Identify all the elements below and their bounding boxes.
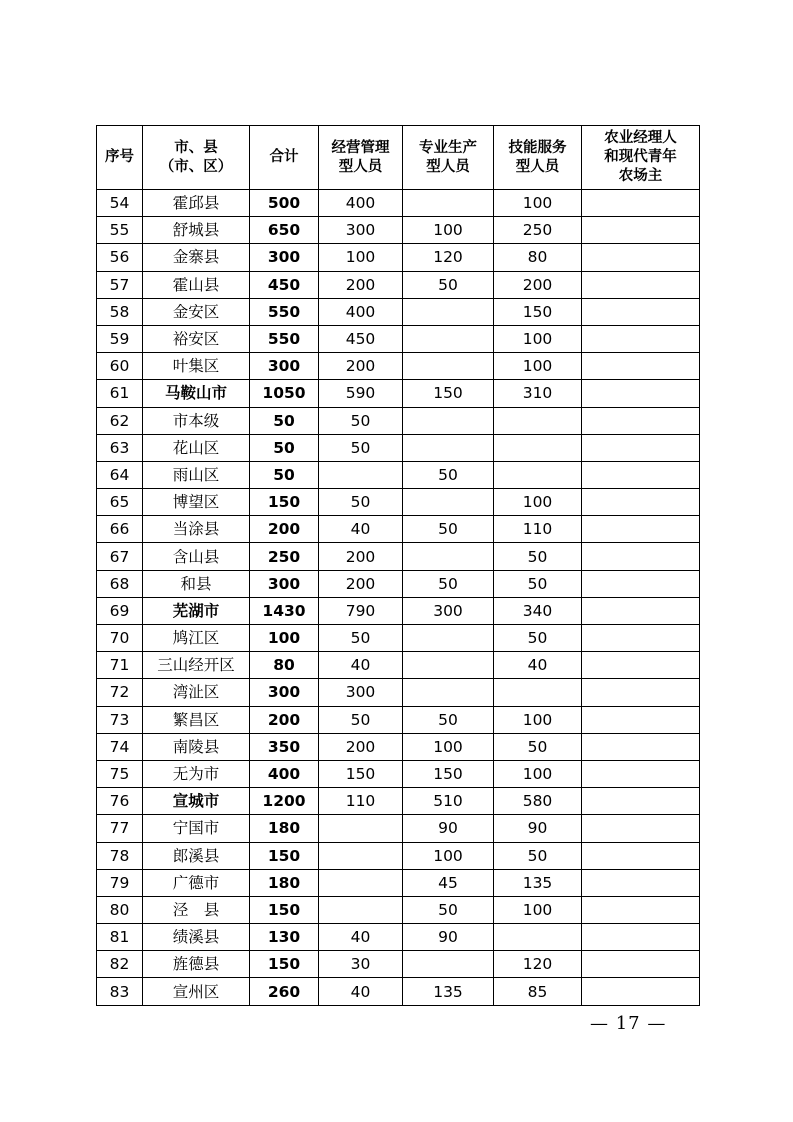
cell-index: 62 [97, 407, 143, 434]
cell-total: 150 [250, 489, 319, 516]
table-row [97, 434, 700, 461]
cell-manager-farmer [582, 298, 700, 325]
table-row [97, 951, 700, 978]
cell-production: 50 [403, 896, 494, 923]
header-production: 专业生产 型人员 [403, 126, 494, 190]
cell-total: 200 [250, 516, 319, 543]
cell-index: 67 [97, 543, 143, 570]
cell-production: 90 [403, 924, 494, 951]
cell-service: 40 [494, 652, 582, 679]
cell-region: 泾 县 [143, 896, 250, 923]
cell-total: 100 [250, 625, 319, 652]
header-service: 技能服务 型人员 [494, 126, 582, 190]
cell-management: 40 [319, 516, 403, 543]
table-row [97, 924, 700, 951]
cell-service: 340 [494, 597, 582, 624]
cell-region: 含山县 [143, 543, 250, 570]
table-row [97, 869, 700, 896]
header-total: 合计 [250, 126, 319, 190]
cell-index: 82 [97, 951, 143, 978]
cell-index: 68 [97, 570, 143, 597]
cell-total: 260 [250, 978, 319, 1005]
cell-production: 100 [403, 733, 494, 760]
table-row [97, 760, 700, 787]
cell-region: 宣城市 [143, 788, 250, 815]
cell-service: 100 [494, 353, 582, 380]
table-row [97, 570, 700, 597]
cell-total: 350 [250, 733, 319, 760]
cell-manager-farmer [582, 706, 700, 733]
cell-service: 110 [494, 516, 582, 543]
cell-index: 73 [97, 706, 143, 733]
cell-region: 金安区 [143, 298, 250, 325]
cell-region: 湾沚区 [143, 679, 250, 706]
cell-production: 50 [403, 271, 494, 298]
cell-production: 135 [403, 978, 494, 1005]
cell-total: 300 [250, 679, 319, 706]
cell-region: 马鞍山市 [143, 380, 250, 407]
cell-production [403, 951, 494, 978]
cell-index: 75 [97, 760, 143, 787]
cell-management: 300 [319, 217, 403, 244]
cell-total: 650 [250, 217, 319, 244]
cell-index: 80 [97, 896, 143, 923]
cell-total: 150 [250, 951, 319, 978]
cell-total: 1050 [250, 380, 319, 407]
cell-management: 50 [319, 489, 403, 516]
cell-index: 79 [97, 869, 143, 896]
cell-index: 83 [97, 978, 143, 1005]
cell-total: 200 [250, 706, 319, 733]
cell-production [403, 190, 494, 217]
table-row [97, 896, 700, 923]
cell-production [403, 353, 494, 380]
cell-service: 150 [494, 298, 582, 325]
table-body [97, 190, 700, 1006]
cell-service [494, 924, 582, 951]
cell-management: 200 [319, 733, 403, 760]
cell-manager-farmer [582, 815, 700, 842]
cell-manager-farmer [582, 217, 700, 244]
table-row [97, 271, 700, 298]
cell-production: 50 [403, 570, 494, 597]
cell-management: 110 [319, 788, 403, 815]
cell-management: 450 [319, 325, 403, 352]
cell-service [494, 461, 582, 488]
cell-management: 790 [319, 597, 403, 624]
cell-index: 71 [97, 652, 143, 679]
cell-total: 550 [250, 325, 319, 352]
cell-region: 花山区 [143, 434, 250, 461]
table-row [97, 489, 700, 516]
cell-service: 100 [494, 706, 582, 733]
cell-management: 200 [319, 543, 403, 570]
cell-region: 无为市 [143, 760, 250, 787]
cell-total: 300 [250, 244, 319, 271]
cell-manager-farmer [582, 788, 700, 815]
cell-management: 400 [319, 190, 403, 217]
cell-manager-farmer [582, 842, 700, 869]
table-row [97, 842, 700, 869]
cell-manager-farmer [582, 652, 700, 679]
table-row [97, 706, 700, 733]
table-row [97, 244, 700, 271]
cell-manager-farmer [582, 625, 700, 652]
cell-service [494, 679, 582, 706]
cell-manager-farmer [582, 489, 700, 516]
cell-production: 150 [403, 760, 494, 787]
cell-region: 博望区 [143, 489, 250, 516]
cell-production: 120 [403, 244, 494, 271]
cell-region: 市本级 [143, 407, 250, 434]
data-table [96, 125, 700, 1006]
cell-index: 63 [97, 434, 143, 461]
cell-management: 40 [319, 924, 403, 951]
cell-management [319, 815, 403, 842]
cell-management: 50 [319, 407, 403, 434]
cell-index: 69 [97, 597, 143, 624]
cell-total: 50 [250, 434, 319, 461]
cell-index: 72 [97, 679, 143, 706]
cell-manager-farmer [582, 325, 700, 352]
cell-service: 80 [494, 244, 582, 271]
cell-management [319, 842, 403, 869]
cell-manager-farmer [582, 271, 700, 298]
cell-service: 580 [494, 788, 582, 815]
cell-manager-farmer [582, 760, 700, 787]
cell-manager-farmer [582, 190, 700, 217]
cell-index: 66 [97, 516, 143, 543]
cell-total: 550 [250, 298, 319, 325]
cell-manager-farmer [582, 679, 700, 706]
cell-total: 300 [250, 353, 319, 380]
cell-total: 50 [250, 407, 319, 434]
cell-management: 150 [319, 760, 403, 787]
cell-management [319, 869, 403, 896]
cell-total: 80 [250, 652, 319, 679]
cell-region: 和县 [143, 570, 250, 597]
header-region: 市、县 （市、区） [143, 126, 250, 190]
cell-total: 400 [250, 760, 319, 787]
cell-region: 霍邱县 [143, 190, 250, 217]
cell-manager-farmer [582, 380, 700, 407]
cell-index: 59 [97, 325, 143, 352]
cell-manager-farmer [582, 733, 700, 760]
cell-total: 180 [250, 815, 319, 842]
cell-production [403, 298, 494, 325]
cell-index: 70 [97, 625, 143, 652]
cell-manager-farmer [582, 978, 700, 1005]
cell-service: 200 [494, 271, 582, 298]
cell-production [403, 434, 494, 461]
cell-manager-farmer [582, 516, 700, 543]
cell-management: 50 [319, 434, 403, 461]
cell-total: 250 [250, 543, 319, 570]
cell-index: 81 [97, 924, 143, 951]
cell-manager-farmer [582, 353, 700, 380]
cell-index: 54 [97, 190, 143, 217]
cell-service [494, 407, 582, 434]
cell-region: 霍山县 [143, 271, 250, 298]
cell-production [403, 625, 494, 652]
cell-service: 100 [494, 489, 582, 516]
cell-index: 65 [97, 489, 143, 516]
cell-region: 广德市 [143, 869, 250, 896]
cell-production [403, 489, 494, 516]
cell-production: 100 [403, 217, 494, 244]
cell-total: 150 [250, 896, 319, 923]
cell-management: 200 [319, 271, 403, 298]
cell-manager-farmer [582, 570, 700, 597]
table-row [97, 733, 700, 760]
table-row [97, 516, 700, 543]
cell-manager-farmer [582, 407, 700, 434]
cell-production: 45 [403, 869, 494, 896]
cell-manager-farmer [582, 924, 700, 951]
cell-management [319, 896, 403, 923]
cell-production [403, 407, 494, 434]
cell-index: 78 [97, 842, 143, 869]
cell-management: 200 [319, 353, 403, 380]
table-row [97, 380, 700, 407]
cell-management: 40 [319, 978, 403, 1005]
page-number: — 17 — [590, 1013, 667, 1034]
cell-index: 60 [97, 353, 143, 380]
cell-service: 100 [494, 896, 582, 923]
cell-service: 85 [494, 978, 582, 1005]
cell-service: 50 [494, 733, 582, 760]
cell-management: 50 [319, 706, 403, 733]
cell-management: 100 [319, 244, 403, 271]
cell-region: 郎溪县 [143, 842, 250, 869]
cell-service: 50 [494, 842, 582, 869]
cell-total: 1200 [250, 788, 319, 815]
cell-index: 61 [97, 380, 143, 407]
cell-production: 300 [403, 597, 494, 624]
cell-total: 450 [250, 271, 319, 298]
cell-manager-farmer [582, 543, 700, 570]
table-row [97, 190, 700, 217]
cell-production [403, 652, 494, 679]
table-row [97, 679, 700, 706]
table-row [97, 217, 700, 244]
cell-service: 50 [494, 625, 582, 652]
cell-region: 叶集区 [143, 353, 250, 380]
cell-management: 40 [319, 652, 403, 679]
cell-total: 1430 [250, 597, 319, 624]
cell-production [403, 543, 494, 570]
table-row [97, 815, 700, 842]
table-row [97, 407, 700, 434]
cell-service: 50 [494, 570, 582, 597]
cell-service: 100 [494, 325, 582, 352]
cell-region: 繁昌区 [143, 706, 250, 733]
cell-manager-farmer [582, 434, 700, 461]
cell-service: 250 [494, 217, 582, 244]
cell-index: 55 [97, 217, 143, 244]
cell-region: 鸠江区 [143, 625, 250, 652]
cell-service: 100 [494, 760, 582, 787]
cell-manager-farmer [582, 951, 700, 978]
cell-region: 旌德县 [143, 951, 250, 978]
table-row [97, 978, 700, 1005]
cell-region: 裕安区 [143, 325, 250, 352]
cell-manager-farmer [582, 597, 700, 624]
cell-index: 74 [97, 733, 143, 760]
cell-manager-farmer [582, 896, 700, 923]
cell-index: 57 [97, 271, 143, 298]
cell-index: 64 [97, 461, 143, 488]
cell-production: 50 [403, 706, 494, 733]
table-row [97, 353, 700, 380]
cell-service: 100 [494, 190, 582, 217]
cell-production: 510 [403, 788, 494, 815]
table-row [97, 543, 700, 570]
header-management: 经营管理 型人员 [319, 126, 403, 190]
cell-service: 310 [494, 380, 582, 407]
cell-production: 50 [403, 516, 494, 543]
cell-production [403, 325, 494, 352]
header-index: 序号 [97, 126, 143, 190]
cell-manager-farmer [582, 869, 700, 896]
cell-management: 50 [319, 625, 403, 652]
cell-index: 56 [97, 244, 143, 271]
cell-manager-farmer [582, 461, 700, 488]
cell-service: 50 [494, 543, 582, 570]
table-row [97, 652, 700, 679]
cell-total: 150 [250, 842, 319, 869]
table-row [97, 325, 700, 352]
cell-region: 芜湖市 [143, 597, 250, 624]
cell-region: 雨山区 [143, 461, 250, 488]
cell-total: 180 [250, 869, 319, 896]
cell-total: 500 [250, 190, 319, 217]
cell-management: 300 [319, 679, 403, 706]
cell-index: 77 [97, 815, 143, 842]
cell-total: 50 [250, 461, 319, 488]
cell-production: 90 [403, 815, 494, 842]
table-row [97, 788, 700, 815]
cell-region: 南陵县 [143, 733, 250, 760]
cell-production: 150 [403, 380, 494, 407]
cell-index: 76 [97, 788, 143, 815]
cell-manager-farmer [582, 244, 700, 271]
cell-region: 宣州区 [143, 978, 250, 1005]
table-row [97, 597, 700, 624]
cell-region: 宁国市 [143, 815, 250, 842]
table-header-row [97, 126, 700, 190]
header-manager-farmer: 农业经理人 和现代青年 农场主 [582, 126, 700, 190]
cell-total: 130 [250, 924, 319, 951]
table-row [97, 625, 700, 652]
cell-management: 30 [319, 951, 403, 978]
cell-production: 100 [403, 842, 494, 869]
cell-management: 590 [319, 380, 403, 407]
cell-production [403, 679, 494, 706]
cell-region: 金寨县 [143, 244, 250, 271]
table-row [97, 461, 700, 488]
cell-management: 200 [319, 570, 403, 597]
cell-management [319, 461, 403, 488]
cell-production: 50 [403, 461, 494, 488]
cell-service: 135 [494, 869, 582, 896]
cell-region: 当涂县 [143, 516, 250, 543]
cell-total: 300 [250, 570, 319, 597]
cell-management: 400 [319, 298, 403, 325]
table-row [97, 298, 700, 325]
cell-service: 120 [494, 951, 582, 978]
cell-index: 58 [97, 298, 143, 325]
cell-service: 90 [494, 815, 582, 842]
cell-region: 舒城县 [143, 217, 250, 244]
cell-region: 三山经开区 [143, 652, 250, 679]
cell-service [494, 434, 582, 461]
cell-region: 绩溪县 [143, 924, 250, 951]
